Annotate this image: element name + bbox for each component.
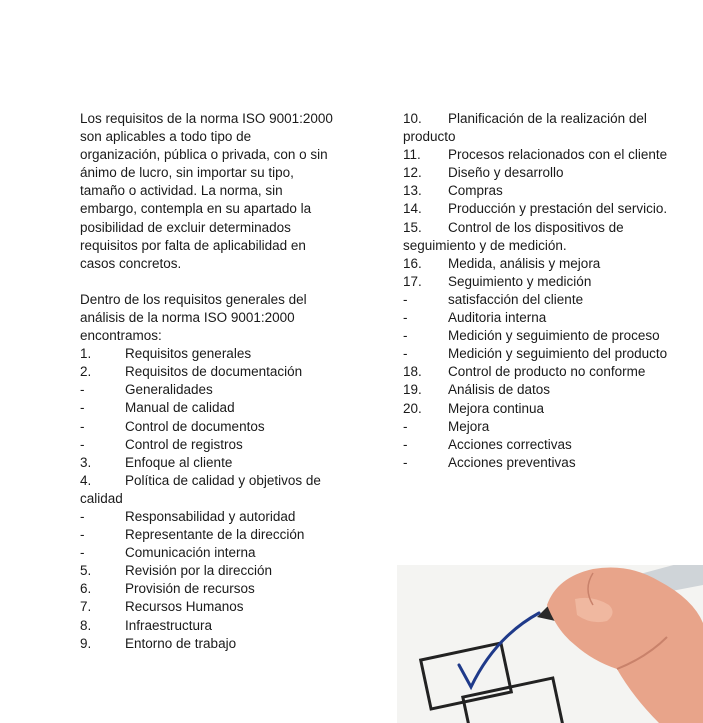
list-item (403, 291, 688, 309)
list-item-marker: 7. (80, 599, 92, 615)
list-item-text: Revisión por la dirección (125, 563, 273, 579)
list-item (80, 544, 335, 562)
requirements-list-right (403, 110, 688, 472)
list-item-marker: 14. (403, 201, 422, 217)
list-item-text: Producción y prestación del servicio. (448, 201, 668, 217)
list-item-text: Enfoque al cliente (125, 454, 233, 470)
list-item (80, 454, 335, 472)
list-item-marker: 15. (403, 219, 422, 235)
list-item-marker: - (80, 527, 85, 543)
list-item-text: Control de los dispositivos de seguimiento y de medición. (403, 219, 624, 253)
list-item-text: Mejora (448, 418, 490, 434)
list-item-text: Medición y seguimiento del producto (448, 346, 668, 362)
list-item (403, 327, 688, 345)
list-item-text: Auditoria interna (448, 310, 547, 326)
lead-paragraph: Dentro de los requisitos generales del análisis de la norma ISO 9001:2000 encontramos: (80, 291, 307, 344)
list-item-marker: - (80, 418, 85, 434)
list-item-marker: 13. (403, 183, 422, 199)
list-item (403, 454, 688, 472)
list-item (80, 562, 335, 580)
list-item-text: Diseño y desarrollo (448, 165, 564, 181)
list-item (80, 363, 335, 381)
list-item-marker: - (80, 508, 85, 524)
right-column (403, 110, 688, 472)
list-item-marker: - (80, 382, 85, 398)
list-item (403, 200, 688, 218)
list-item-text: Provisión de recursos (125, 581, 255, 597)
list-item-marker: 18. (403, 364, 422, 380)
list-item-marker: - (403, 454, 408, 470)
list-item-marker: - (80, 545, 85, 561)
list-item-marker: - (403, 436, 408, 452)
list-item-marker: 9. (80, 635, 92, 651)
list-item (403, 273, 688, 291)
list-item (80, 617, 335, 635)
list-item-marker: - (403, 310, 408, 326)
list-item-text: Control de registros (125, 436, 243, 452)
list-item-marker: - (403, 291, 408, 307)
list-item (80, 418, 335, 436)
list-item-marker: - (80, 400, 85, 416)
list-item-text: Requisitos generales (125, 346, 252, 362)
requirements-list-left (80, 345, 335, 653)
intro-paragraph: Los requisitos de la norma ISO 9001:2000 son aplicables a todo tipo de organización, pública o privada, con o sin ánimo de lucro, sin importar su tipo, tamaño o actividad. La norma, sin embargo, contempla en su apartado la posibilidad de excluir determinados requisitos por falta de aplicabilidad en casos concretos. (80, 111, 333, 271)
list-item-marker: 12. (403, 165, 422, 181)
list-item-text: Análisis de datos (448, 382, 551, 398)
list-item (403, 418, 688, 436)
list-item-text: Política de calidad y objetivos de calidad (80, 472, 321, 506)
list-item-text: Planificación de la realización del producto (403, 111, 647, 145)
list-item (80, 399, 335, 417)
list-item (403, 345, 688, 363)
list-item (80, 381, 335, 399)
list-item (403, 182, 688, 200)
list-item (403, 164, 688, 182)
list-item (80, 436, 335, 454)
list-item (403, 363, 688, 381)
list-item (80, 508, 335, 526)
list-item (403, 436, 688, 454)
list-item-text: Compras (448, 183, 503, 199)
list-item-text: Medida, análisis y mejora (448, 255, 601, 271)
list-item-text: Seguimiento y medición (448, 273, 592, 289)
list-item (80, 580, 335, 598)
list-item-text: Generalidades (125, 382, 213, 398)
list-item (403, 219, 688, 255)
list-item-marker: 11. (403, 147, 421, 163)
list-item-text: Infraestructura (125, 617, 213, 633)
list-item-marker: 8. (80, 617, 92, 633)
list-item-text: Representante de la dirección (125, 527, 305, 543)
list-item-text: Medición y seguimiento de proceso (448, 328, 660, 344)
list-item (80, 598, 335, 616)
list-item-text: Acciones correctivas (448, 436, 572, 452)
left-column (80, 110, 335, 653)
list-item-text: Entorno de trabajo (125, 635, 237, 651)
list-item (403, 400, 688, 418)
list-item (403, 146, 688, 164)
list-item-marker: - (403, 346, 408, 362)
list-item-text: Responsabilidad y autoridad (125, 508, 296, 524)
list-item (80, 635, 335, 653)
list-item-marker: 2. (80, 364, 92, 380)
list-item (403, 255, 688, 273)
list-item-marker: 4. (80, 472, 92, 488)
list-item-marker: 17. (403, 273, 422, 289)
list-item-marker: 5. (80, 563, 92, 579)
list-item-marker: 1. (80, 346, 92, 362)
list-item-marker: 20. (403, 400, 422, 416)
list-item-marker: - (80, 436, 85, 452)
list-item-text: Procesos relacionados con el cliente (448, 147, 668, 163)
list-item-text: Manual de calidad (125, 400, 235, 416)
list-item-marker: 3. (80, 454, 92, 470)
list-item-text: Requisitos de documentación (125, 364, 303, 380)
list-item (80, 345, 335, 363)
list-item-text: Recursos Humanos (125, 599, 244, 615)
list-item-marker: 6. (80, 581, 92, 597)
list-item-marker: - (403, 328, 408, 344)
list-item-text: Acciones preventivas (448, 454, 576, 470)
list-item-text: Control de producto no conforme (448, 364, 646, 380)
list-item (80, 526, 335, 544)
list-item-text: Comunicación interna (125, 545, 256, 561)
list-item (403, 381, 688, 399)
list-item-text: Mejora continua (448, 400, 545, 416)
list-item (403, 309, 688, 327)
list-item-text: satisfacción del cliente (448, 291, 584, 307)
list-item (80, 472, 335, 508)
list-item-marker: 10. (403, 111, 422, 126)
list-item (403, 110, 688, 146)
list-item-marker: 19. (403, 382, 422, 398)
list-item-marker: - (403, 418, 408, 434)
list-item-text: Control de documentos (125, 418, 265, 434)
hand-checkbox-icon (397, 565, 703, 723)
list-item-marker: 16. (403, 255, 422, 271)
